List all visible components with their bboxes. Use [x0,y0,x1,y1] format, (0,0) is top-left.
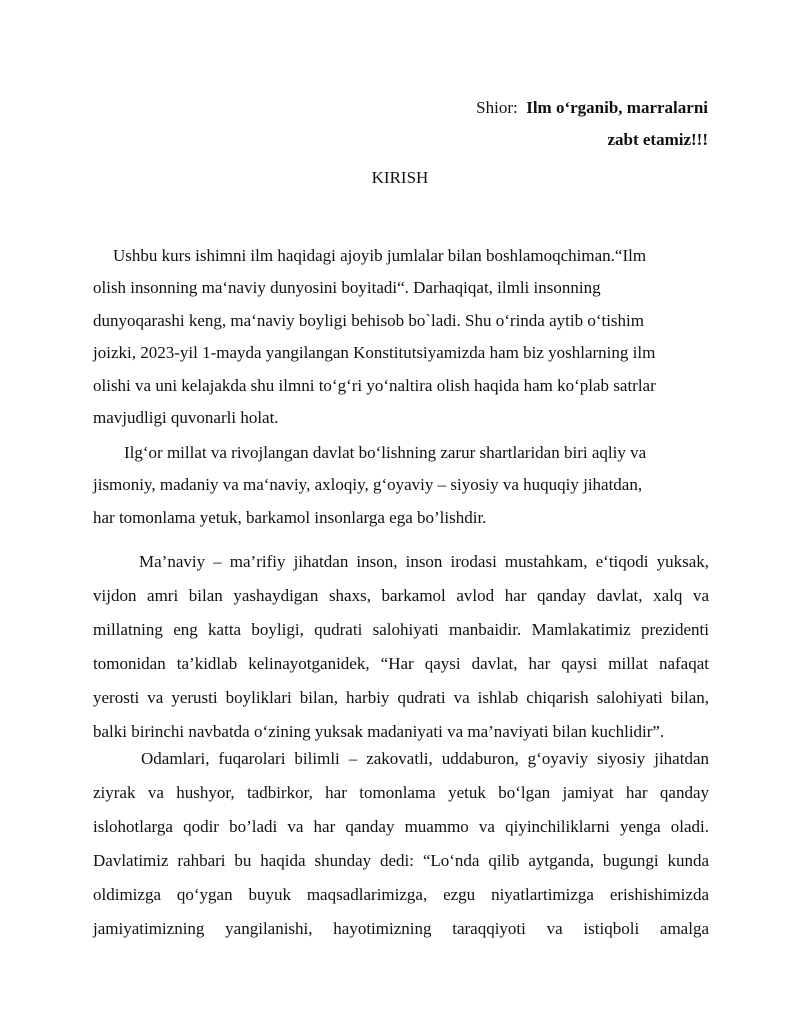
text-line: Ma’naviy – ma’rifiy jihatdan inson, inson irodasi mustahkam, e‘tiqodi yuksak, [139,552,709,571]
text-line: Ilg‘or millat va rivojlangan davlat bo‘lishning zarur shartlaridan biri aqliy va [124,443,647,462]
text-line: tomonidan ta’kidlab kelinayotganidek, “Har qaysi davlat, har qaysi millat nafaqat [93,654,709,673]
paragraph-4 [93,742,709,946]
motto-text-line-2: zabt etamiz!!! [607,130,708,149]
text-line: vijdon amri bilan yashaydigan shaxs, barkamol avlod har qanday davlat, xalq va [93,586,709,605]
motto-text-line-1: Ilm o‘rganib, marralarni [526,98,708,117]
text-line: Odamlari, fuqarolari bilimli – zakovatli, uddaburon, g‘oyaviy siyosiy jihatdan [141,749,709,768]
paragraph-1 [93,240,709,434]
text-line: Davlatimiz rahbari bu haqida shunday dedi: “Lo‘nda qilib aytganda, bugungi kunda [93,851,709,870]
motto-line-1 [476,92,708,124]
text-line: islohotlarga qodir bo’ladi va har qanday muammo va qiyinchiliklarni yenga oladi. [93,817,709,836]
text-line: dunyoqarashi keng, ma‘naviy boyligi behisob bo`ladi. Shu o‘rinda aytib o‘tishim [93,310,644,330]
paragraph-3 [93,545,709,749]
section-heading: KIRISH [371,168,429,187]
text-line: jamiyatimizning yangilanishi, hayotimizning taraqqiyoti va istiqboli amalga [93,919,709,938]
text-line: millatning eng katta boyligi, qudrati salohiyati manbaidir. Mamlakatimiz prezidenti [93,620,709,639]
text-line: oldimizga qo‘ygan buyuk maqsadlarimizga, ezgu niyatlartimizga erishishimizda [93,885,709,904]
text-line: ziyrak va hushyor, tadbirkor, har tomonlama yetuk bo‘lgan jamiyat har qanday [93,783,709,802]
text-line: olishi va uni kelajakda shu ilmni to‘g‘ri yo‘naltira olish haqida ham ko‘plab satrlar [93,375,656,395]
text-line: Ushbu kurs ishimni ilm haqidagi ajoyib jumlalar bilan boshlamoqchiman.“Ilm [113,246,647,265]
motto-label: Shior: [476,98,518,117]
text-line: joizki, 2023-yil 1-mayda yangilangan Konstitutsiyamizda ham biz yoshlarning ilm [93,343,656,363]
paragraph-2 [93,437,709,534]
text-line: jismoniy, madaniy va ma‘naviy, axloqiy, g‘oyaviy – siyosiy va huquqiy jihatdan, [93,475,643,495]
text-line: balki birinchi navbatda o‘zining yuksak madaniyati va ma’naviyati bilan kuchlidir”. [93,722,665,741]
text-line: yerosti va yerusti boyliklari bilan, harbiy qudrati va ishlab chiqarish salohiyati bilan, [93,688,709,707]
text-line: har tomonlama yetuk, barkamol insonlarga ega bo’lishdir. [93,507,487,527]
text-line: mavjudligi quvonarli holat. [93,408,279,428]
motto [476,92,708,156]
text-line: olish insonning ma‘naviy dunyosini boyitadi“. Darhaqiqat, ilmli insonning [93,278,601,298]
